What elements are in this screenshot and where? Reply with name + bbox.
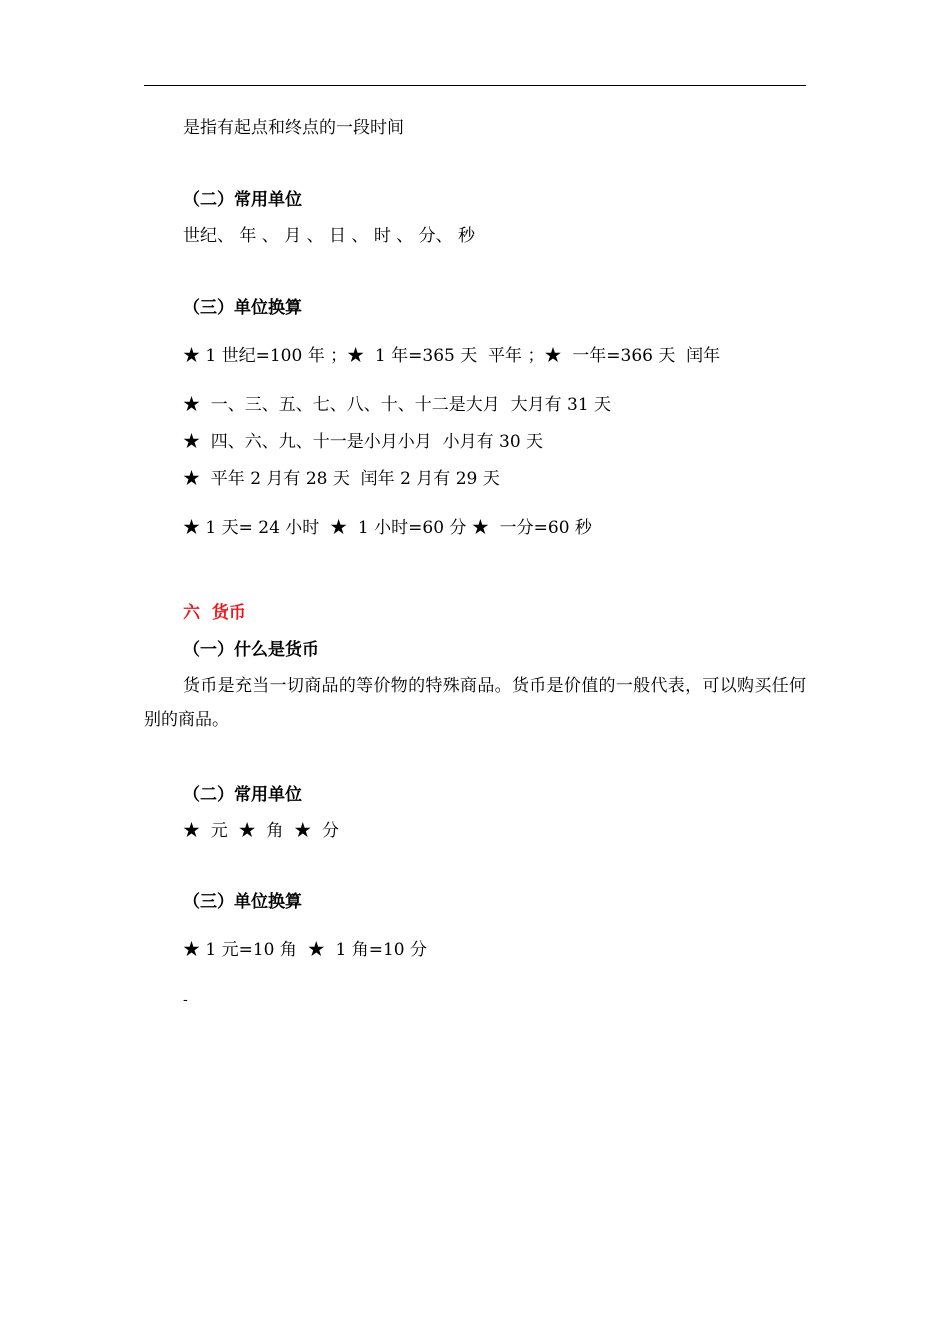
time-conversion-heading: （三）单位换算 (183, 298, 302, 318)
time-conversion-line-2: ★ 一、三、五、七、八、十、十二是大月 大月有 31 天 (183, 395, 612, 415)
time-conversion-line-4: ★ 平年 2 月有 28 天 闰年 2 月有 29 天 (183, 469, 500, 489)
money-what-paragraph: 货币是充当一切商品的等价物的特殊商品。货币是价值的一般代表，可以购买任何别的商品。 (144, 676, 806, 730)
time-units-heading: （二）常用单位 (183, 190, 302, 210)
money-what-heading: （一）什么是货币 (183, 640, 319, 660)
money-units-line: ★ 元 ★ 角 ★ 分 (183, 821, 340, 841)
time-units-line: 世纪、 年 、 月 、 日 、 时 、 分、 秒 (183, 226, 476, 246)
time-conversion-line-3: ★ 四、六、九、十一是小月小月 小月有 30 天 (183, 432, 544, 452)
time-conversion-line-1: ★ 1 世纪=100 年 ；★ 1 年=365 天 平年 ；★ 一年=366 天 闰年 (183, 346, 721, 366)
header-rule (144, 85, 806, 86)
time-conversion-line-5: ★ 1 天= 24 小时 ★ 1 小时=60 分 ★ 一分=60 秒 (183, 518, 592, 538)
money-units-heading: （二）常用单位 (183, 785, 302, 805)
time-definition-tail: 是指有起点和终点的一段时间 (183, 118, 404, 138)
money-section-title: 六 货币 (183, 603, 246, 623)
footer-dash: - (183, 992, 188, 1008)
money-conversion-heading: （三）单位换算 (183, 892, 302, 912)
money-conversion-line: ★ 1 元=10 角 ★ 1 角=10 分 (183, 940, 428, 960)
